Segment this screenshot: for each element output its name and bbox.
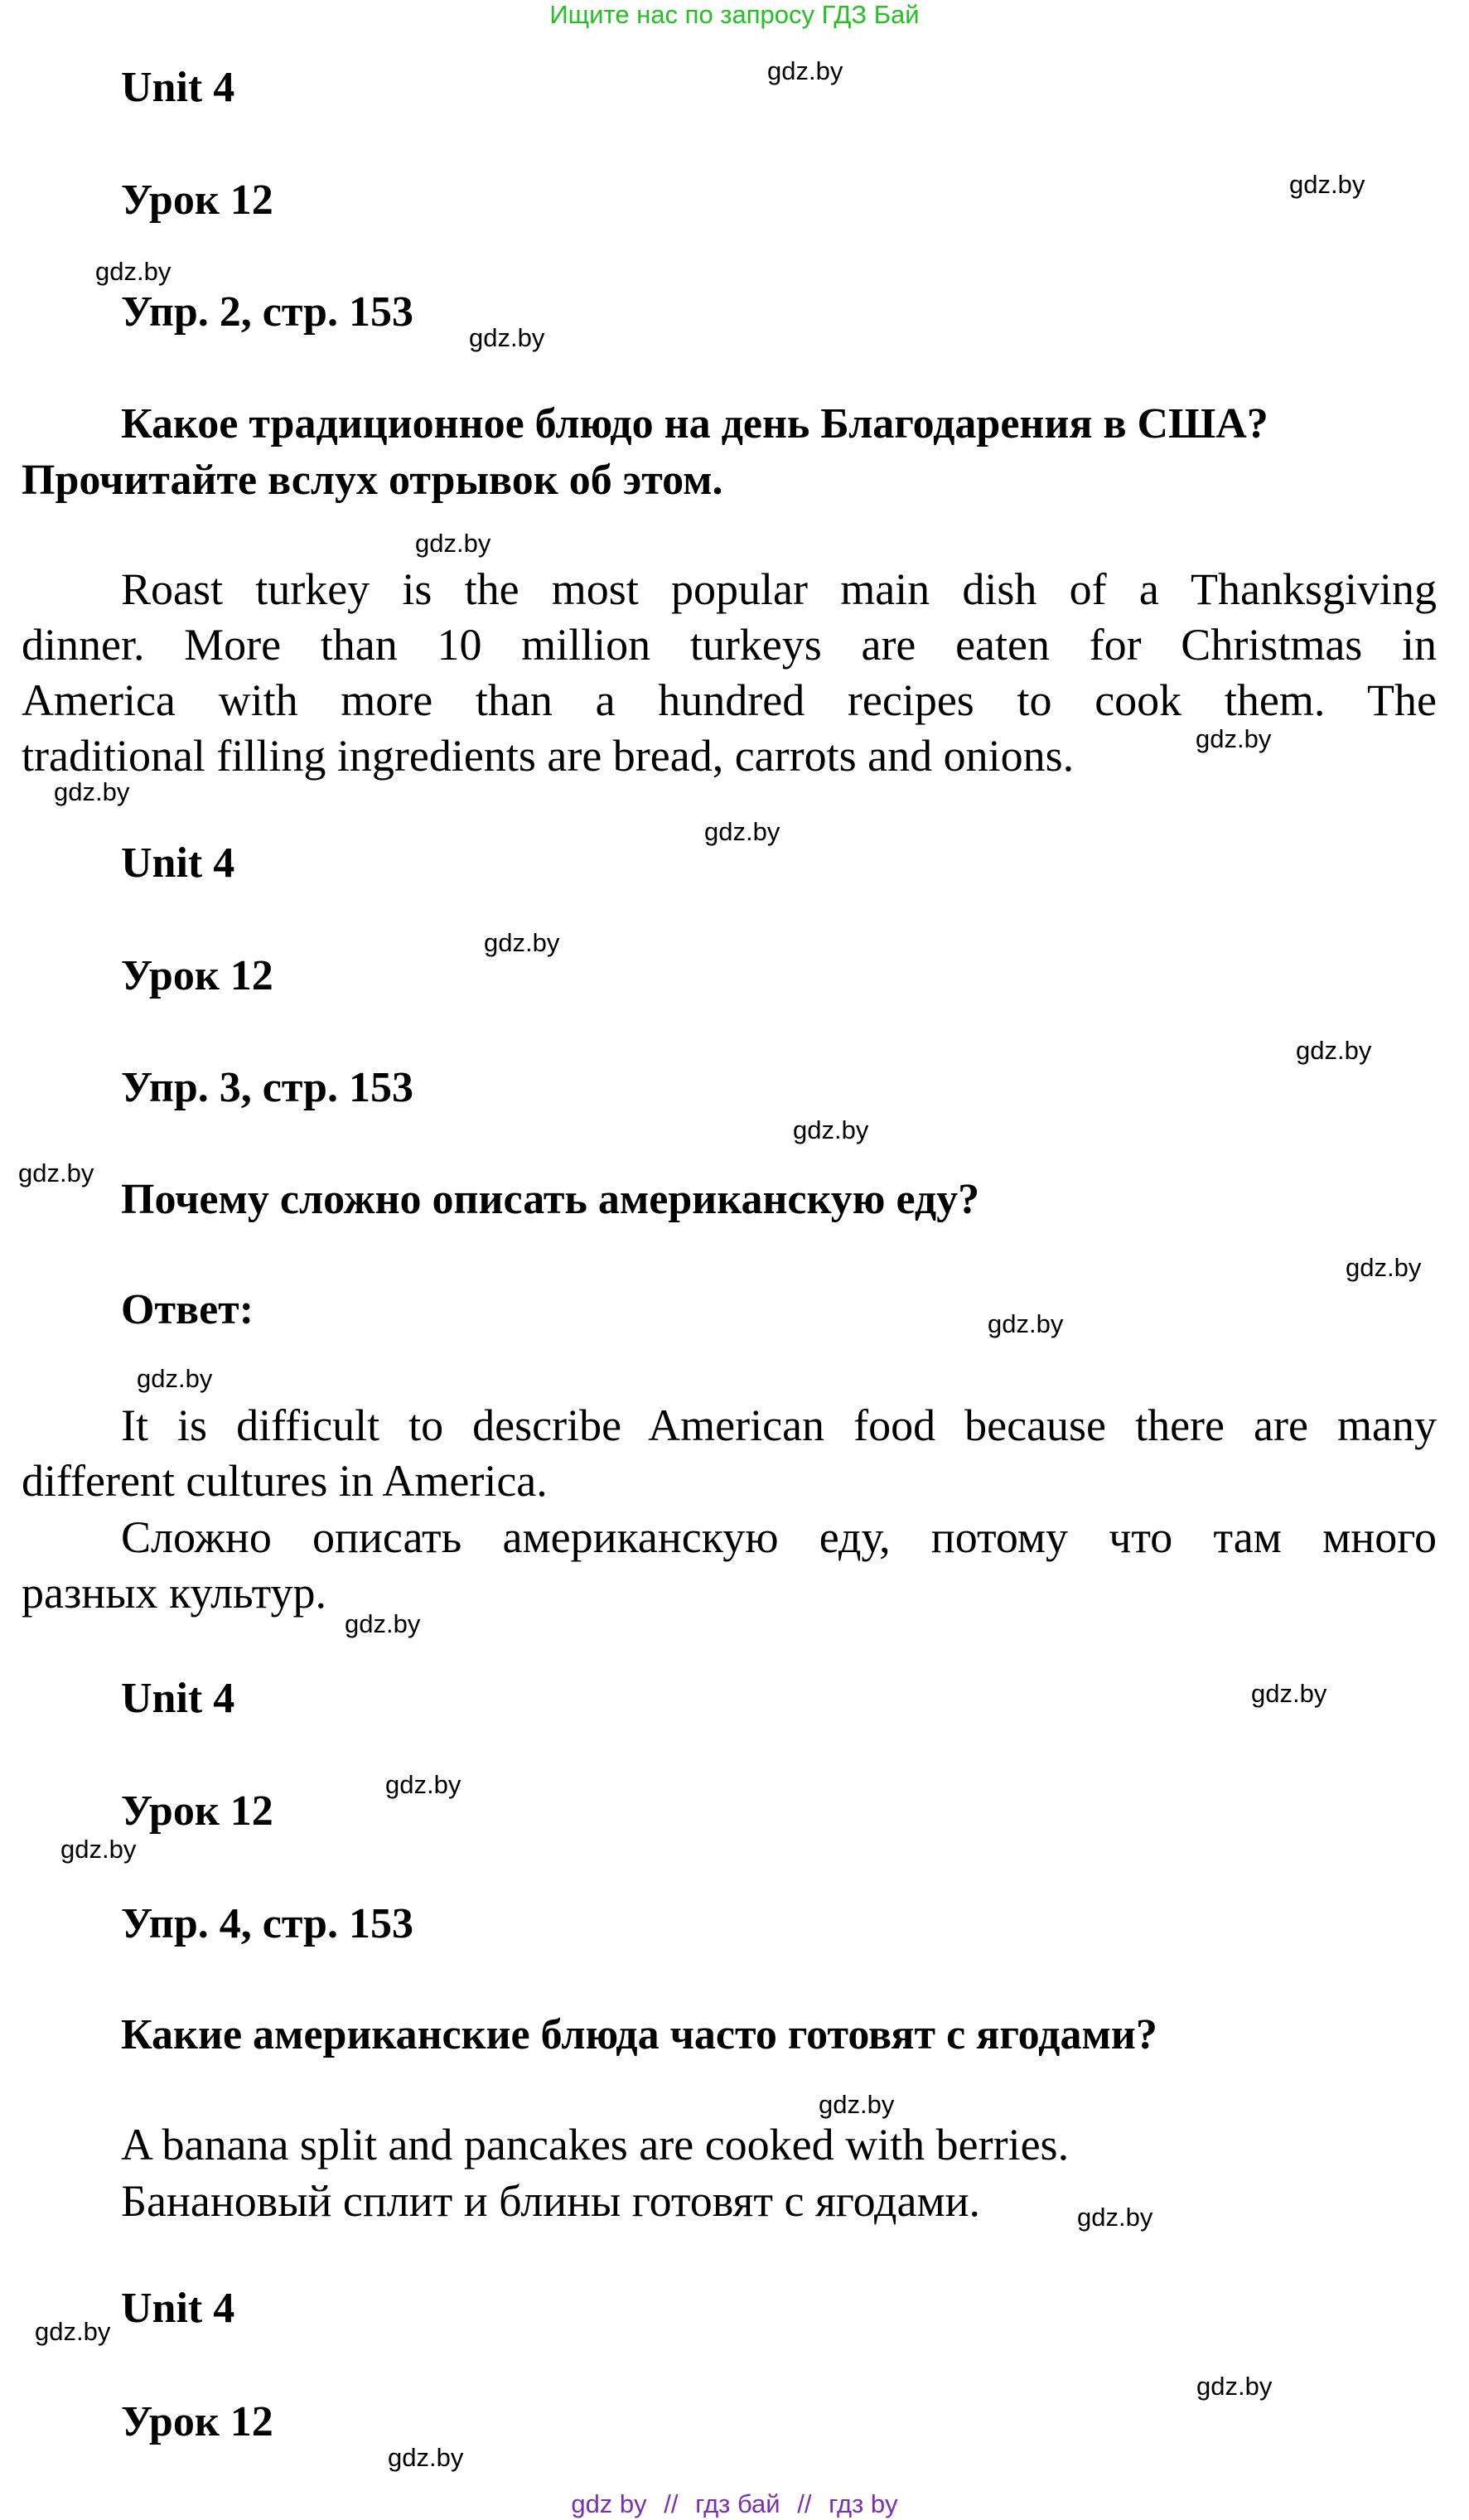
watermark: gdz.by bbox=[1077, 2203, 1153, 2232]
exercise-heading: Упр. 2, стр. 153 bbox=[121, 288, 413, 336]
text-line: traditional filling ingredients are bread, carrots and onions. bbox=[22, 731, 1075, 781]
watermark: gdz.by bbox=[18, 1158, 94, 1187]
watermark: gdz.by bbox=[1346, 1253, 1422, 1282]
bottom-banner-separator: // bbox=[664, 2489, 679, 2518]
lesson-heading: Урок 12 bbox=[121, 2398, 273, 2445]
question-line: Прочитайте вслух отрывок об этом. bbox=[22, 457, 723, 504]
text-line: Roast turkey is the most popular main dish of a Thanksgiving bbox=[121, 564, 1437, 614]
answer-line: Сложно описать американскую еду, потому что там много bbox=[121, 1512, 1437, 1562]
unit-heading: Unit 4 bbox=[121, 839, 235, 887]
exercise-heading: Упр. 3, стр. 153 bbox=[121, 1064, 413, 1111]
watermark: gdz.by bbox=[35, 2317, 111, 2346]
watermark: gdz.by bbox=[1196, 2372, 1273, 2401]
watermark: gdz.by bbox=[1296, 1036, 1372, 1065]
watermark: gdz.by bbox=[469, 323, 545, 352]
watermark: gdz.by bbox=[60, 1835, 137, 1864]
text-line: dinner. More than 10 million turkeys are eaten for Christmas in bbox=[22, 620, 1437, 670]
watermark: gdz.by bbox=[137, 1364, 213, 1393]
answer-line: It is difficult to describe American food because there are many bbox=[121, 1400, 1437, 1450]
watermark: gdz.by bbox=[388, 2443, 464, 2472]
watermark: gdz.by bbox=[819, 2090, 895, 2119]
question-line: Какие американские блюда часто готовят с ягодами? bbox=[121, 2011, 1157, 2058]
question-line: Почему сложно описать американскую еду? bbox=[121, 1176, 980, 1223]
answer-label: Ответ: bbox=[121, 1286, 254, 1333]
text-line: America with more than a hundred recipes to cook them. The bbox=[22, 675, 1437, 725]
answer-line: different cultures in America. bbox=[22, 1456, 548, 1506]
watermark: gdz.by bbox=[54, 777, 130, 806]
watermark: gdz.by bbox=[1251, 1679, 1327, 1708]
question-line: Какое традиционное блюдо на день Благодарения в США? bbox=[121, 400, 1268, 447]
unit-heading: Unit 4 bbox=[121, 64, 235, 111]
bottom-banner-link[interactable]: гдз бай bbox=[695, 2489, 780, 2518]
bottom-banner-link[interactable]: gdz by bbox=[571, 2489, 647, 2518]
top-banner[interactable]: Ищите нас по запросу ГДЗ Бай bbox=[549, 0, 920, 29]
exercise-heading: Упр. 4, стр. 153 bbox=[121, 1900, 413, 1947]
watermark: gdz.by bbox=[415, 529, 491, 558]
watermark: gdz.by bbox=[988, 1309, 1064, 1338]
watermark: gdz.by bbox=[793, 1115, 869, 1144]
watermark: gdz.by bbox=[1196, 724, 1272, 753]
answer-line: разных культур. bbox=[22, 1568, 326, 1618]
watermark: gdz.by bbox=[704, 817, 780, 846]
watermark: gdz.by bbox=[345, 1609, 421, 1638]
bottom-banner-separator: // bbox=[797, 2489, 812, 2518]
watermark: gdz.by bbox=[95, 257, 172, 286]
unit-heading: Unit 4 bbox=[121, 1675, 235, 1722]
bottom-banner-link[interactable]: гдз by bbox=[829, 2489, 898, 2518]
answer-line: Банановый сплит и блины готовят с ягодами. bbox=[121, 2176, 981, 2226]
bottom-banner[interactable] bbox=[0, 2489, 1469, 2519]
lesson-heading: Урок 12 bbox=[121, 952, 273, 999]
answer-line: A banana split and pancakes are cooked with berries. bbox=[121, 2120, 1070, 2169]
watermark: gdz.by bbox=[1289, 170, 1365, 199]
lesson-heading: Урок 12 bbox=[121, 1787, 273, 1835]
unit-heading: Unit 4 bbox=[121, 2285, 235, 2332]
lesson-heading: Урок 12 bbox=[121, 177, 273, 224]
watermark: gdz.by bbox=[484, 928, 560, 957]
watermark: gdz.by bbox=[767, 56, 843, 85]
watermark: gdz.by bbox=[385, 1770, 461, 1799]
